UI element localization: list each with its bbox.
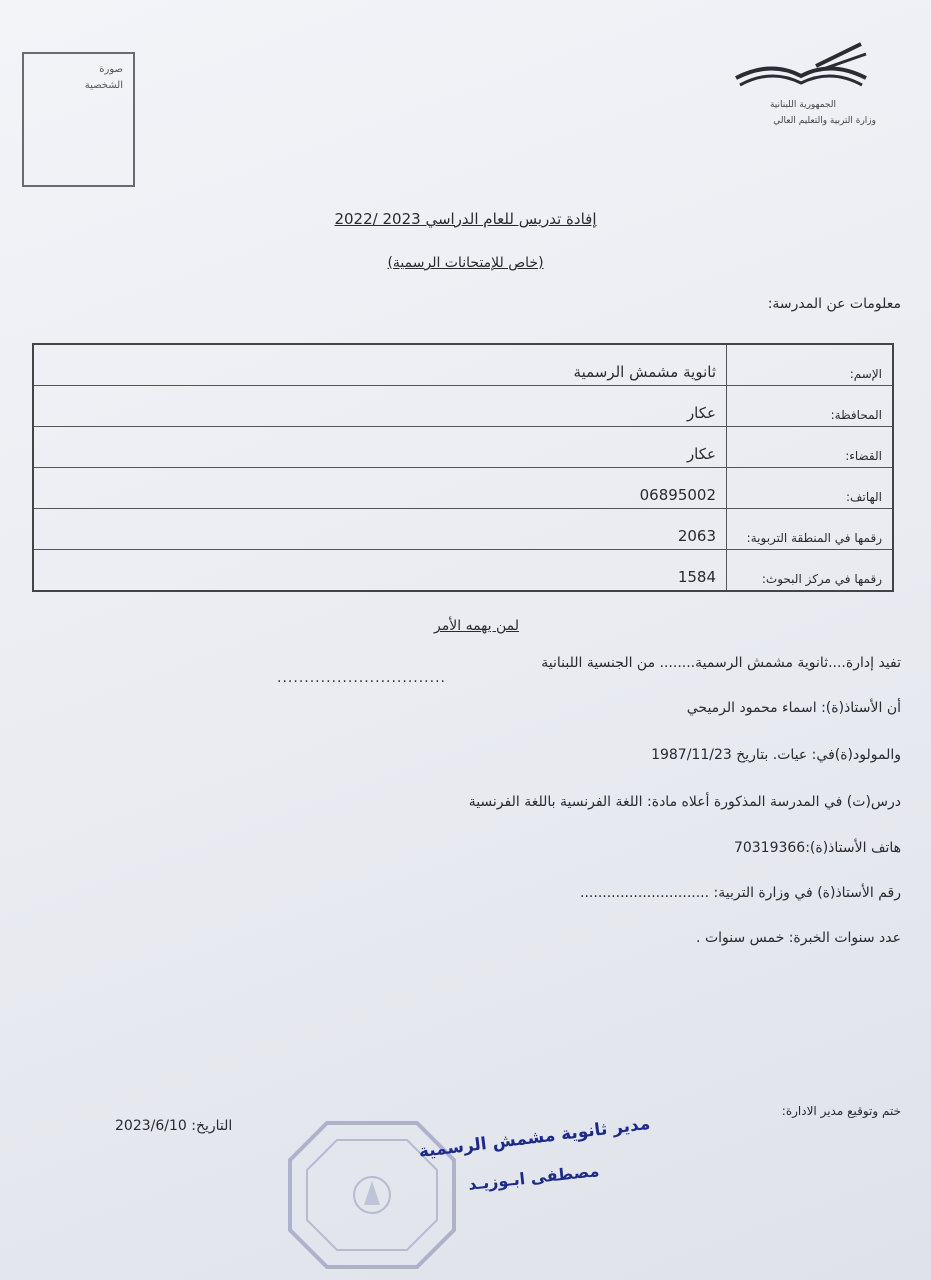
to-whom-heading: لمن يهمه الأمر: [434, 618, 519, 634]
book-icon: [726, 38, 876, 98]
official-stamp-icon: [282, 1115, 462, 1275]
table-row: [33, 509, 893, 550]
date-value: 2023/6/10: [115, 1118, 187, 1134]
subject-line: درس(ت) في المدرسة المذكورة أعلاه مادة: اللغة الفرنسية باللغة الفرنسية: [468, 794, 901, 810]
row-label: رقمها في المنطقة التربوية:: [727, 509, 894, 550]
logo-ministry-text: وزارة التربية والتعليم العالي: [773, 116, 876, 126]
row-value: عكار: [33, 386, 727, 427]
ministry-logo: [726, 38, 876, 138]
table-row: [33, 386, 893, 427]
director-title: مدير ثانوية مشمش الرسمية: [417, 1113, 652, 1163]
teacher-line: أن الأستاذ(ة): اسماء محمود الرميحي: [686, 700, 901, 716]
admin-line: تفيد إدارة....ثانوية مشمش الرسمية........ من الجنسية اللبنانية: [541, 655, 901, 671]
stamp-signature-label: ختم وتوقيع مدير الادارة:: [781, 1104, 901, 1118]
photo-box: [22, 52, 135, 187]
table-row: [33, 550, 893, 592]
row-value: ثانوية مشمش الرسمية: [33, 344, 727, 386]
row-label: الهاتف:: [727, 468, 894, 509]
row-value: عكار: [33, 427, 727, 468]
school-info-heading: معلومات عن المدرسة:: [767, 296, 901, 312]
teacher-number-line: رقم الأستاذ(ة) في وزارة التربية: .............................: [580, 885, 901, 901]
row-value: 06895002: [33, 468, 727, 509]
school-info-table: [32, 343, 894, 592]
row-value: 2063: [33, 509, 727, 550]
row-label: الإسم:: [727, 344, 894, 386]
row-label: القضاء:: [727, 427, 894, 468]
row-label: رقمها في مركز البحوث:: [727, 550, 894, 592]
table-row: [33, 344, 893, 386]
logo-country-text: الجمهورية اللبنانية: [769, 100, 836, 110]
table-row: [33, 427, 893, 468]
teacher-phone-line: هاتف الأستاذ(ة):70319366: [733, 840, 901, 856]
date-label: التاريخ:: [191, 1118, 233, 1134]
birth-line: والمولود(ة)في: عيات. بتاريخ 1987/11/23: [651, 747, 901, 763]
document-subtitle: (خاص للإمتحانات الرسمية): [387, 255, 544, 271]
document-title: إفادة تدريس للعام الدراسي 2023 /2022: [334, 210, 597, 228]
photo-box-label: صورة الشخصية: [84, 64, 123, 91]
table-row: [33, 468, 893, 509]
date-block: [115, 1118, 232, 1134]
director-name: مصطفى ابـوزيـد: [467, 1161, 601, 1194]
row-value: 1584: [33, 550, 727, 592]
admin-line-dots: ...............................: [277, 670, 446, 686]
experience-line: عدد سنوات الخبرة: خمس سنوات .: [696, 930, 901, 946]
row-label: المحافظة:: [727, 386, 894, 427]
